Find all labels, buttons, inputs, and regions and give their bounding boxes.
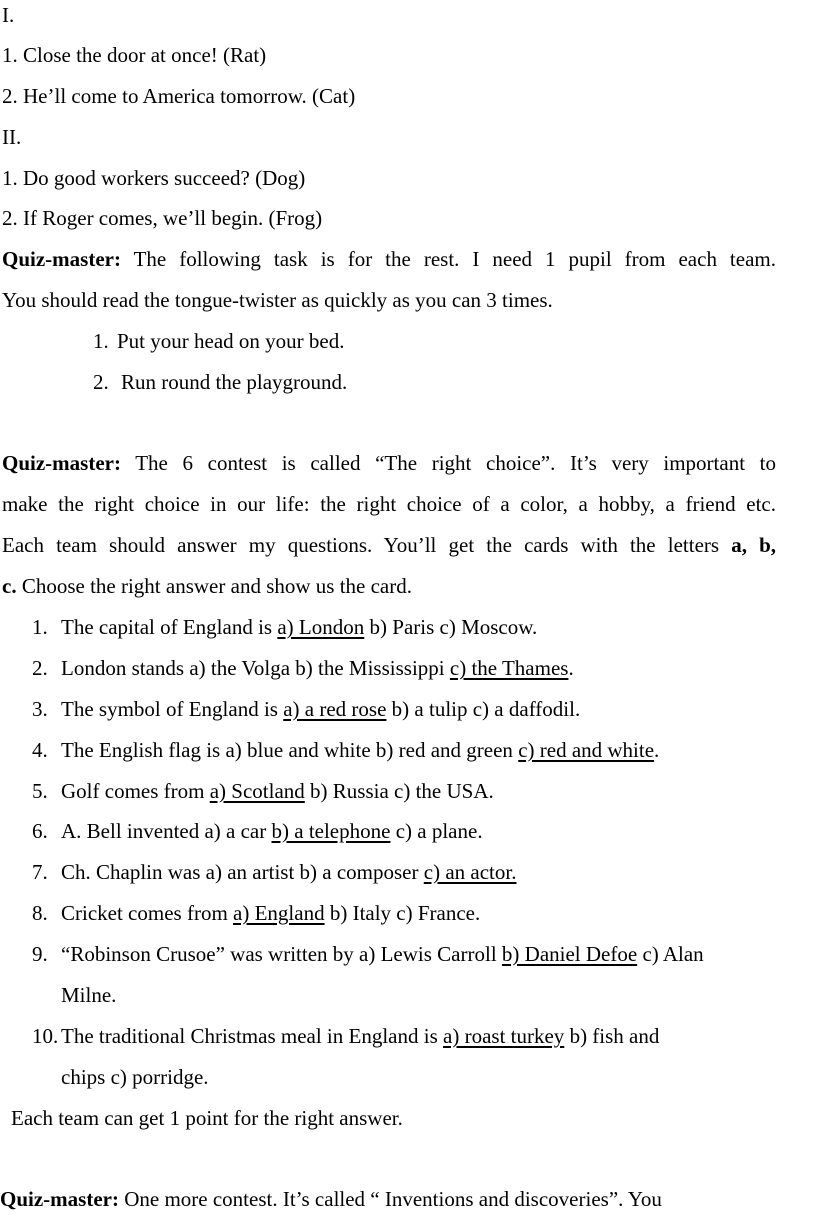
list-item bbox=[2, 165, 305, 191]
question-item bbox=[32, 778, 494, 804]
speaker-label: Quiz-master: bbox=[2, 451, 121, 475]
correct-answer: a) roast turkey bbox=[443, 1024, 565, 1048]
question-text: b) fish and bbox=[564, 1024, 660, 1048]
list-item bbox=[2, 205, 322, 231]
question-item bbox=[32, 614, 537, 640]
question-item bbox=[32, 818, 483, 844]
question-number: 10. bbox=[32, 1024, 59, 1048]
paragraph-line bbox=[2, 246, 776, 272]
question-item bbox=[32, 655, 574, 681]
paragraph-text: Choose the right answer and show us the card. bbox=[16, 574, 412, 598]
correct-answer: c) the Thames bbox=[449, 656, 569, 680]
item-number: 1. bbox=[2, 43, 18, 67]
correct-answer: a) a red rose bbox=[283, 697, 387, 721]
correct-answer: a) London bbox=[277, 615, 365, 639]
question-text: Golf comes from bbox=[61, 779, 210, 803]
question-item bbox=[32, 696, 580, 722]
correct-answer: b) Daniel Defoe bbox=[501, 942, 638, 966]
speaker-label: Quiz-master: bbox=[0, 1187, 119, 1211]
correct-answer: c) red and white bbox=[518, 738, 655, 762]
question-number: 3. bbox=[32, 697, 48, 721]
speaker-label: Quiz-master: bbox=[2, 247, 121, 271]
paragraph-line bbox=[0, 1186, 662, 1212]
points-note: Each team can get 1 point for the right answer. bbox=[11, 1106, 403, 1130]
item-number: 1. bbox=[93, 329, 109, 353]
paragraph-line: make the right choice in our life: the right choice of a color, a hobby, a friend etc. bbox=[2, 492, 776, 516]
question-number: 2. bbox=[32, 656, 48, 680]
question-text: The capital of England is bbox=[61, 615, 278, 639]
question-number: 5. bbox=[32, 779, 48, 803]
paragraph-text: Each team should answer my questions. You’ll get the cards with the letters bbox=[2, 533, 732, 557]
question-text: “Robinson Crusoe” was written by a) Lewis Carroll bbox=[61, 942, 502, 966]
question-number: 6. bbox=[32, 819, 48, 843]
question-text: The English flag is a) blue and white b) red and green bbox=[61, 738, 519, 762]
question-number: 9. bbox=[32, 942, 48, 966]
question-text: . bbox=[654, 738, 660, 762]
question-item bbox=[32, 859, 516, 885]
item-number: 2. bbox=[2, 84, 18, 108]
question-item bbox=[32, 941, 704, 967]
list-item bbox=[2, 83, 355, 109]
list-item bbox=[2, 42, 266, 68]
letters-label: c. bbox=[2, 574, 17, 598]
paragraph-text: The 6 contest is called “The right choice”. It’s very important to bbox=[135, 451, 776, 475]
paragraph-line bbox=[2, 532, 776, 558]
letters-label: a, b, bbox=[731, 533, 776, 557]
question-number: 4. bbox=[32, 738, 48, 762]
question-text: The traditional Christmas meal in England is bbox=[61, 1024, 444, 1048]
paragraph-line bbox=[2, 573, 412, 599]
item-number: 1. bbox=[2, 166, 18, 190]
question-text: b) Paris c) Moscow. bbox=[364, 615, 538, 639]
question-text: London stands a) the Volga b) the Mississippi bbox=[61, 656, 450, 680]
section-heading: I. bbox=[2, 3, 15, 27]
question-item bbox=[32, 900, 480, 926]
item-text: Run round the playground. bbox=[121, 370, 348, 394]
paragraph-text: One more contest. It’s called “ Inventions and discoveries”. You bbox=[124, 1187, 662, 1211]
question-text: A. Bell invented a) a car bbox=[61, 819, 272, 843]
question-text: b) Russia c) the USA. bbox=[304, 779, 494, 803]
correct-answer: b) a telephone bbox=[271, 819, 391, 843]
question-number: 1. bbox=[32, 615, 48, 639]
correct-answer: a) Scotland bbox=[209, 779, 305, 803]
question-continuation: Milne. bbox=[61, 983, 117, 1007]
question-item bbox=[32, 737, 659, 763]
paragraph-line bbox=[2, 450, 776, 476]
item-text: He’ll come to America tomorrow. (Cat) bbox=[23, 84, 356, 108]
question-text: Cricket comes from bbox=[61, 901, 234, 925]
question-continuation: chips c) porridge. bbox=[61, 1065, 209, 1089]
tongue-twister-item bbox=[93, 328, 344, 354]
correct-answer: a) England bbox=[233, 901, 325, 925]
question-text: Ch. Chaplin was a) an artist b) a composer bbox=[61, 860, 424, 884]
item-number: 2. bbox=[93, 370, 109, 394]
item-text: Close the door at once! (Rat) bbox=[23, 43, 267, 67]
question-text: c) Alan bbox=[637, 942, 704, 966]
section-heading: II. bbox=[2, 125, 22, 149]
item-text: If Roger comes, we’ll begin. (Frog) bbox=[23, 206, 323, 230]
item-number: 2. bbox=[2, 206, 18, 230]
paragraph-line: You should read the tongue-twister as quickly as you can 3 times. bbox=[2, 288, 553, 312]
question-item bbox=[32, 1023, 659, 1049]
question-text: . bbox=[568, 656, 574, 680]
question-text: The symbol of England is bbox=[61, 697, 284, 721]
question-text: b) a tulip c) a daffodil. bbox=[386, 697, 581, 721]
correct-answer: c) an actor. bbox=[423, 860, 517, 884]
question-text: b) Italy c) France. bbox=[324, 901, 481, 925]
item-text: Do good workers succeed? (Dog) bbox=[23, 166, 306, 190]
question-text: c) a plane. bbox=[390, 819, 483, 843]
question-number: 8. bbox=[32, 901, 48, 925]
tongue-twister-item bbox=[93, 369, 347, 395]
question-number: 7. bbox=[32, 860, 48, 884]
item-text: Put your head on your bed. bbox=[117, 329, 345, 353]
paragraph-text: The following task is for the rest. I need 1 pupil from each team. bbox=[133, 247, 776, 271]
